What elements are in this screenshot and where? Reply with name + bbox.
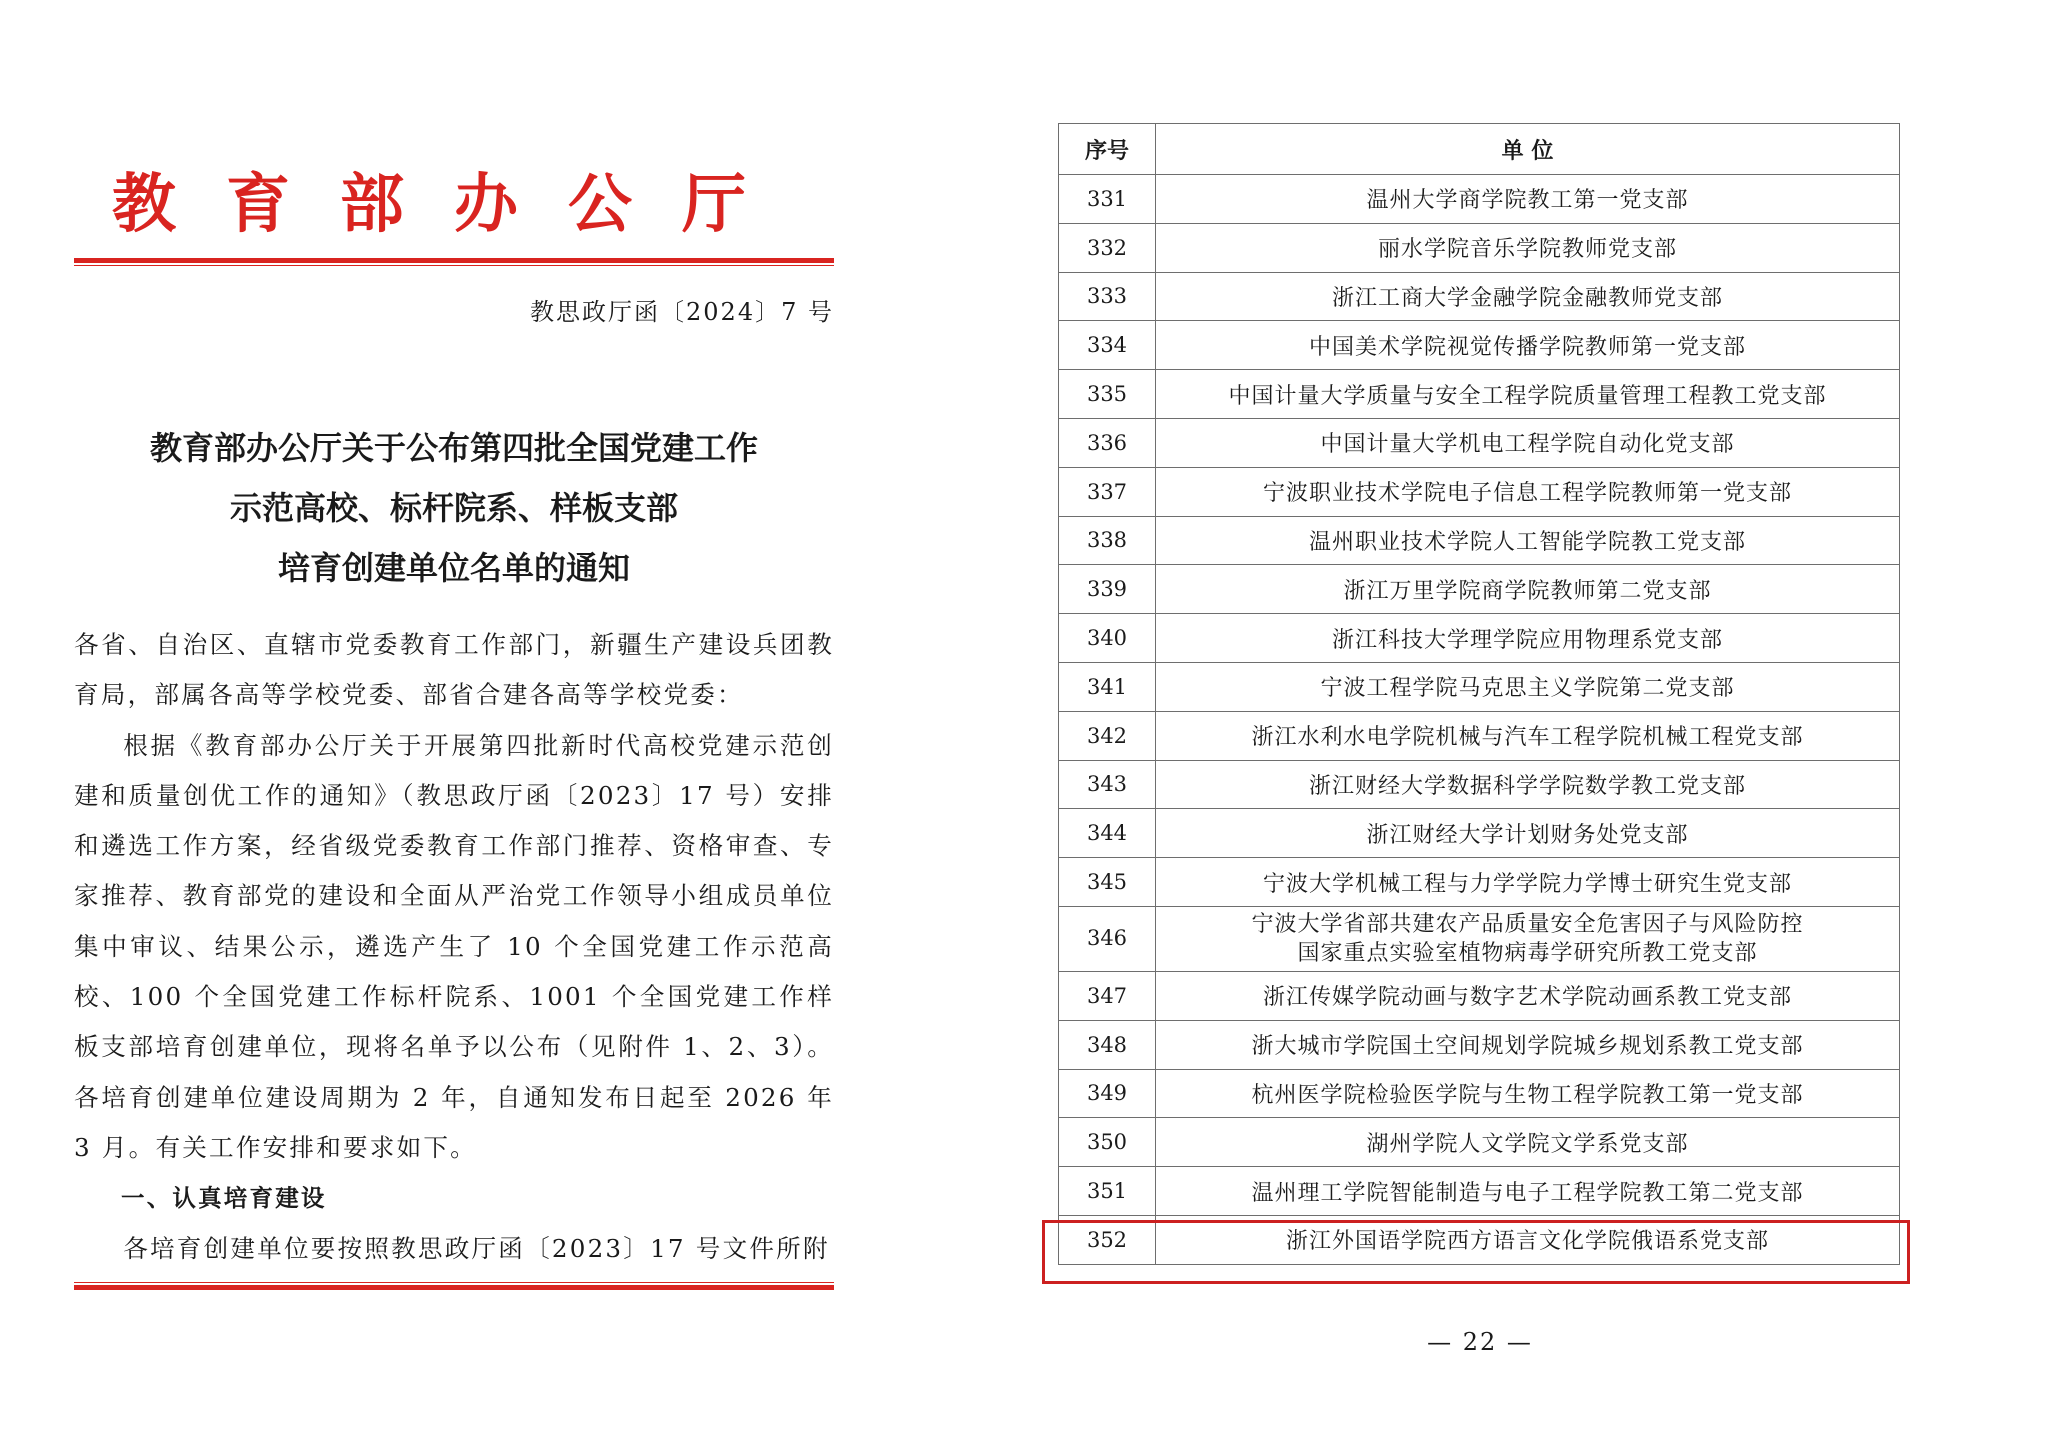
table-row — [1059, 1020, 1900, 1069]
row-seq: 350 — [1059, 1118, 1156, 1167]
row-seq: 341 — [1059, 662, 1156, 711]
row-unit: 浙江财经大学数据科学学院数学教工党支部 — [1156, 760, 1900, 809]
row-seq: 346 — [1059, 906, 1156, 971]
table-row — [1059, 175, 1900, 224]
row-unit: 宁波大学机械工程与力学学院力学博士研究生党支部 — [1156, 858, 1900, 907]
table-row — [1059, 971, 1900, 1020]
row-seq: 338 — [1059, 516, 1156, 565]
row-seq: 334 — [1059, 321, 1156, 370]
row-unit-multiline — [1156, 906, 1900, 971]
row-unit: 浙江财经大学计划财务处党支部 — [1156, 809, 1900, 858]
table-row — [1059, 370, 1900, 419]
row-seq: 343 — [1059, 760, 1156, 809]
row-seq: 333 — [1059, 272, 1156, 321]
row-seq: 351 — [1059, 1167, 1156, 1216]
left-page — [0, 0, 1020, 1440]
row-unit: 温州大学商学院教工第一党支部 — [1156, 175, 1900, 224]
row-unit: 杭州医学院检验医学院与生物工程学院教工第一党支部 — [1156, 1069, 1900, 1118]
table-row — [1059, 906, 1900, 971]
header-unit: 单 位 — [1156, 124, 1900, 175]
table-row — [1059, 418, 1900, 467]
row-seq: 339 — [1059, 565, 1156, 614]
row-seq: 336 — [1059, 418, 1156, 467]
row-unit: 湖州学院人文学院文学系党支部 — [1156, 1118, 1900, 1167]
table-row — [1059, 223, 1900, 272]
table-row — [1059, 711, 1900, 760]
row-unit: 浙江工商大学金融学院金融教师党支部 — [1156, 272, 1900, 321]
document-body — [74, 620, 834, 1274]
row-unit-line-1: 宁波大学省部共建农产品质量安全危害因子与风险防控 — [1251, 911, 1804, 937]
row-seq: 347 — [1059, 971, 1156, 1020]
row-seq: 348 — [1059, 1020, 1156, 1069]
header-seq: 序号 — [1059, 124, 1156, 175]
row-unit: 宁波职业技术学院电子信息工程学院教师第一党支部 — [1156, 467, 1900, 516]
table-row — [1059, 858, 1900, 907]
table-row — [1059, 1069, 1900, 1118]
row-unit: 浙大城市学院国土空间规划学院城乡规划系教工党支部 — [1156, 1020, 1900, 1069]
row-seq: 344 — [1059, 809, 1156, 858]
row-seq: 345 — [1059, 858, 1156, 907]
body-paragraph-1: 根据《教育部办公厅关于开展第四批新时代高校党建示范创建和质量创优工作的通知》（教思政厅函〔2023〕17 号）安排和遴选工作方案，经省级党委教育工作部门推荐、资格审查、专家推荐、教育部党的建设和全面从严治党工作领导小组成员单位集中审议、结果公示，遴选产生了 10 个全国党建工作示范高校、100 个全国党建工作标杆院系、1001 个全国党建工作样板支部培育创建单位，现将名单予以公布（见附件 1、2、3）。各培育创建单位建设周期为 2 年，自通知发布日起至 2026 年 3 月。有关工作安排和要求如下。 — [74, 730, 834, 1162]
title-line-1: 教育部办公厅关于公布第四批全国党建工作 — [149, 429, 758, 467]
recipients-paragraph: 各省、自治区、直辖市党委教育工作部门，新疆生产建设兵团教育局，部属各高等学校党委、部省合建各高等学校党委： — [74, 630, 834, 710]
row-seq: 340 — [1059, 614, 1156, 663]
row-unit: 中国计量大学质量与安全工程学院质量管理工程教工党支部 — [1156, 370, 1900, 419]
footer-red-rule — [74, 1282, 834, 1290]
table-row — [1059, 760, 1900, 809]
page-number: — 22 — — [1427, 1328, 1533, 1356]
row-seq: 352 — [1059, 1215, 1156, 1264]
table-row — [1059, 321, 1900, 370]
title-line-2: 示范高校、标杆院系、样板支部 — [229, 489, 678, 527]
table-row — [1059, 565, 1900, 614]
table-header-row — [1059, 124, 1900, 175]
row-unit: 宁波工程学院马克思主义学院第二党支部 — [1156, 662, 1900, 711]
document-title — [74, 418, 834, 598]
row-seq: 331 — [1059, 175, 1156, 224]
title-line-3: 培育创建单位名单的通知 — [277, 549, 630, 587]
body-paragraph-2: 各培育创建单位要按照教思政厅函〔2023〕17 号文件所附 — [123, 1233, 830, 1263]
section-heading-1: 一、认真培育建设 — [121, 1184, 327, 1213]
row-seq: 332 — [1059, 223, 1156, 272]
row-unit: 温州理工学院智能制造与电子工程学院教工第二党支部 — [1156, 1167, 1900, 1216]
row-unit: 浙江水利水电学院机械与汽车工程学院机械工程党支部 — [1156, 711, 1900, 760]
row-seq: 342 — [1059, 711, 1156, 760]
table-row — [1059, 516, 1900, 565]
table-row — [1059, 809, 1900, 858]
row-seq: 349 — [1059, 1069, 1156, 1118]
unit-list-table — [1058, 123, 1900, 1265]
masthead-red-rule — [74, 258, 834, 266]
row-unit: 丽水学院音乐学院教师党支部 — [1156, 223, 1900, 272]
row-unit: 温州职业技术学院人工智能学院教工党支部 — [1156, 516, 1900, 565]
row-unit: 中国计量大学机电工程学院自动化党支部 — [1156, 418, 1900, 467]
table-row — [1059, 1118, 1900, 1167]
highlight-box — [1042, 1220, 1910, 1284]
row-unit: 浙江传媒学院动画与数字艺术学院动画系教工党支部 — [1156, 971, 1900, 1020]
row-seq: 335 — [1059, 370, 1156, 419]
document-number: 教思政厅函〔2024〕7 号 — [530, 298, 834, 326]
masthead-title: 教育部办公厅 — [112, 167, 796, 242]
table-row — [1059, 662, 1900, 711]
table-row — [1059, 467, 1900, 516]
table-row — [1059, 614, 1900, 663]
row-unit-line-2: 国家重点实验室植物病毒学研究所教工党支部 — [1297, 940, 1758, 966]
table-row — [1059, 272, 1900, 321]
row-unit: 中国美术学院视觉传播学院教师第一党支部 — [1156, 321, 1900, 370]
row-seq: 337 — [1059, 467, 1156, 516]
row-unit: 浙江万里学院商学院教师第二党支部 — [1156, 565, 1900, 614]
row-unit: 浙江科技大学理学院应用物理系党支部 — [1156, 614, 1900, 663]
row-unit: 浙江外国语学院西方语言文化学院俄语系党支部 — [1156, 1215, 1900, 1264]
table-row — [1059, 1167, 1900, 1216]
